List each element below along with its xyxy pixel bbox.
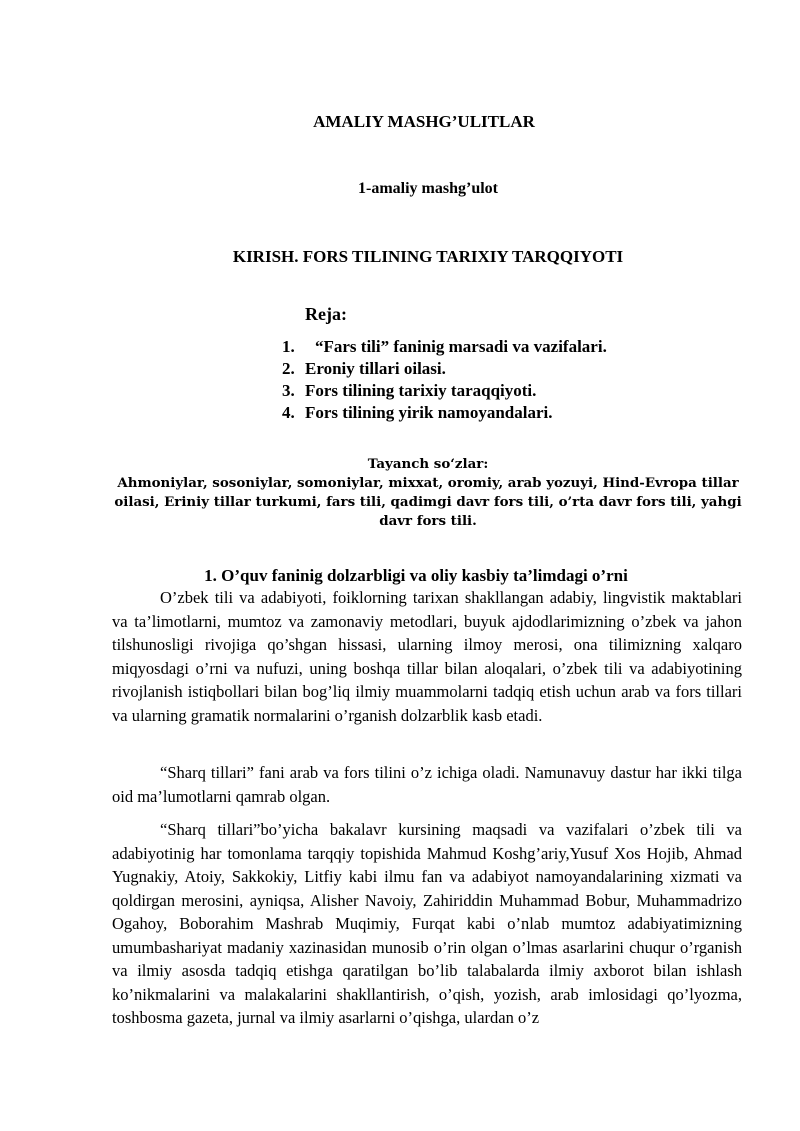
plan-item-text: Fors tilining tarixiy taraqqiyoti.: [305, 381, 537, 400]
plan-item-number: 3.: [282, 381, 295, 400]
plan-item-number: 1.: [282, 337, 295, 356]
plan-item-number: 2.: [282, 359, 295, 378]
plan-item-number: 4.: [282, 403, 295, 422]
body-paragraph: [112, 761, 742, 808]
plan-label: Reja:: [305, 304, 347, 324]
page-title: AMALIY MASHG’ULITLAR: [313, 112, 535, 131]
section-heading: 1. O’quv faninig dolzarbligi va oliy kasbiy ta’limdagi o’rni: [204, 566, 628, 585]
plan-list: [282, 336, 607, 424]
plan-item: [282, 336, 607, 358]
keywords-label: Tayanch so‘zlar:: [367, 456, 489, 472]
plan-item: [282, 358, 607, 380]
topic-heading: KIRISH. FORS TILINING TARIXIY TARQQIYOTI: [232, 247, 624, 266]
plan-item: [282, 380, 607, 402]
paragraph-text: “Sharq tillari” fani arab va fors tilini o’z ichiga oladi. Namunavuy dastur har ikki tilga oid ma’lumotlarni qamrab olgan.: [112, 763, 742, 806]
page-subtitle: 1-amaliy mashg’ulot: [358, 180, 498, 197]
keywords-text: Ahmoniylar, sosoniylar, somoniylar, mixxat, oromiy, arab yozuyi, Hind-Evropa tillar oilasi, Eriniy tillar turkumi, fars tili, qadimgi davr fors tili, o’rta davr fors tili, yahgi davr fors tili.: [114, 475, 742, 529]
body-paragraph: [112, 586, 742, 727]
plan-item-text: Fors tilining yirik namoyandalari.: [305, 403, 553, 422]
keywords-block: [112, 455, 744, 531]
body-paragraph: [112, 818, 742, 1030]
plan-item-text: Eroniy tillari oilasi.: [305, 359, 446, 378]
paragraph-text: O’zbek tili va adabiyoti, foiklorning tarixan shakllangan adabiy, lingvistik maktablari va ta’limotlarni, mumtoz va zamonaviy metodlari, buyuk ajdodlarimizning o’zbek va jahon tilshunosligi rivojiga qo’shgan hissasi, ularning ilmoy merosi, ona tilimizning xalqaro miqyosdagi o’rni va nufuzi, uning boshqa tillar bilan aloqalari, o’zbek tili va adabiyotining rivojlanish istiqbollari bilan bog’liq ilmiy muammolarni tadqiq etish uchun arab va fors tillari va ularning gramatik normalarini o’rganish dolzarblik kasb etadi.: [112, 588, 742, 725]
paragraph-text: “Sharq tillari”bo’yicha bakalavr kursining maqsadi va vazifalari o’zbek tili va adabiyotinig har tomonlama tarqqiy topishida Mahmud Koshg’ariy,Yusuf Xos Hojib, Ahmad Yugnakiy, Atoiy, Sakkokiy, Litfiy kabi ilmu fan va adabiyot namoyandalarining xizmati va qoldirgan merosini, ayniqsa, Alisher Navoiy, Zahiriddin Muhammad Bobur, Muhammadrizo Ogahoy, Boborahim Mashrab Muqimiy, Furqat kabi o’nlab mumtoz adabiyatimizning umumbashariyat madaniy xazinasidan munosib o’rin olgan o’lmas asarlarini chuqur o’rganish va ilmiy asosda tadqiq etishga qaratilgan bo’lib talabalarda ilmiy axborot bilan ishlash ko’nikmalarini va malakalarini shakllantirish, o’qish, yozish, arab imlosidagi qo’lyozma, toshbosma gazeta, jurnal va ilmiy asarlarni o’qishga, ulardan o’z: [112, 820, 742, 1027]
plan-item: [282, 402, 607, 424]
plan-item-text: “Fars tili” faninig marsadi va vazifalari.: [315, 337, 607, 356]
